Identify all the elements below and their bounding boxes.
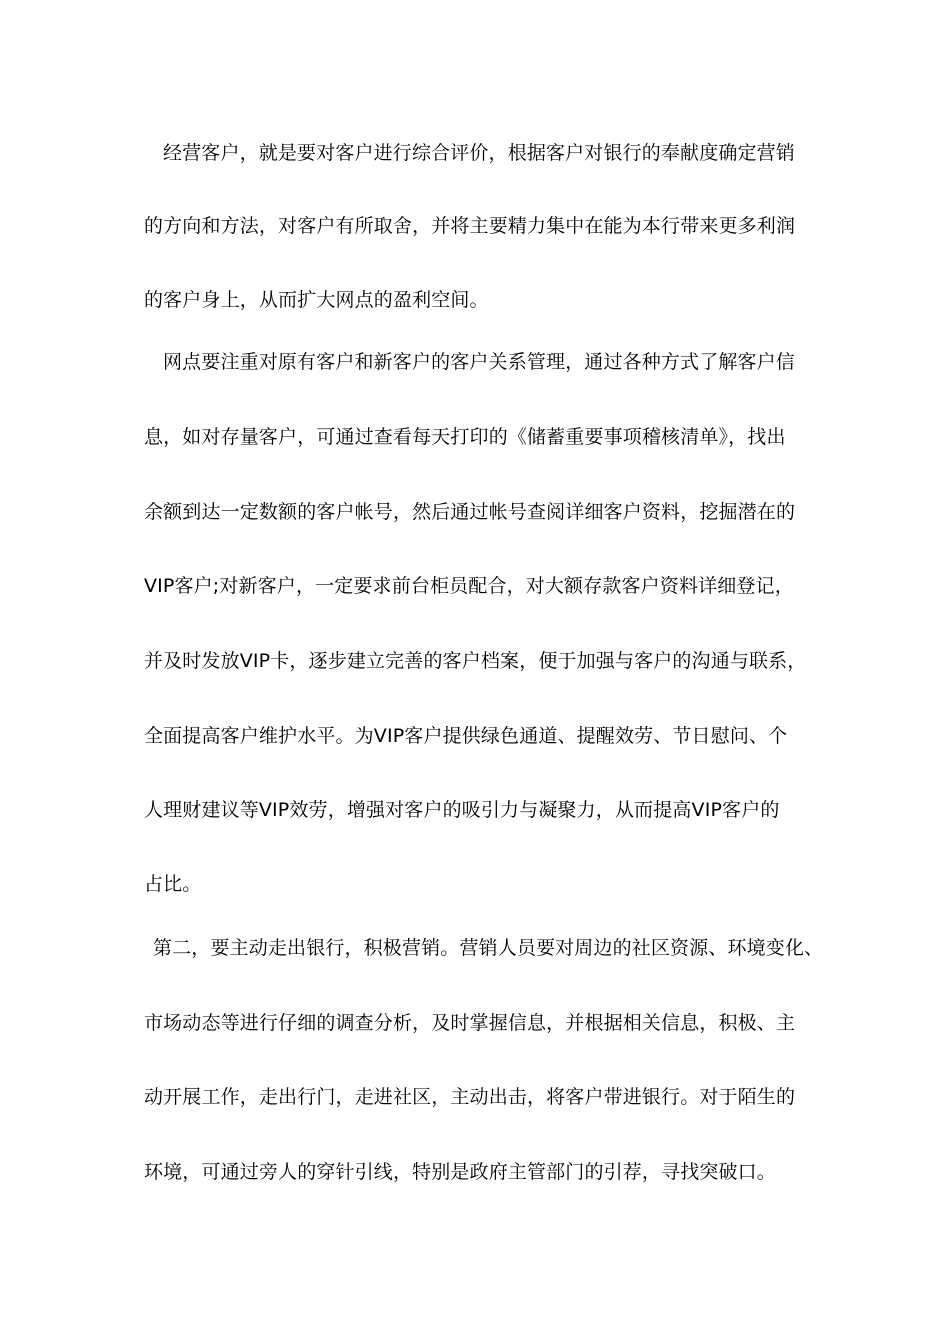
text-line: 的方向和方法，对客户有所取舍，并将主要精力集中在能为本行带来更多利润 bbox=[144, 215, 796, 237]
text-line: 动开展工作，走出行门，走进社区，主动出击，将客户带进银行。对于陌生的 bbox=[144, 1086, 796, 1108]
text-line: 市场动态等进行仔细的调查分析，及时掌握信息，并根据相关信息，积极、主 bbox=[144, 1012, 796, 1034]
text-line: 环境，可通过旁人的穿针引线，特别是政府主管部门的引荐，寻找突破口。 bbox=[144, 1161, 776, 1183]
text-line: 人理财建议等VIP效劳，增强对客户的吸引力与凝聚力，从而提高VIP客户的 bbox=[144, 799, 780, 821]
text-line: 并及时发放VIP卡，逐步建立完善的客户档案，便于加强与客户的沟通与联系， bbox=[144, 650, 807, 672]
text-line: 第二，要主动走出银行，积极营销。营销人员要对周边的社区资源、环境变化、 bbox=[153, 937, 824, 959]
text-line: 全面提高客户维护水平。为VIP客户提供绿色通道、提醒效劳、节日慰问、个 bbox=[144, 725, 788, 747]
text-line: 网点要注重对原有客户和新客户的客户关系管理，通过各种方式了解客户信 bbox=[163, 351, 795, 373]
text-line: 经营客户，就是要对客户进行综合评价，根据客户对银行的奉献度确定营销 bbox=[163, 142, 795, 164]
text-line: 息，如对存量客户，可通过查看每天打印的《储蓄重要事项稽核清单》，找出 bbox=[144, 426, 786, 448]
text-line: 余额到达一定数额的客户帐号，然后通过帐号查阅详细客户资料，挖掘潜在的 bbox=[144, 501, 796, 523]
text-line: 的客户身上，从而扩大网点的盈利空间。 bbox=[144, 289, 489, 311]
text-line: 占比。 bbox=[144, 873, 202, 895]
text-line: VIP客户;对新客户，一定要求前台柜员配合，对大额存款客户资料详细登记， bbox=[144, 575, 794, 597]
